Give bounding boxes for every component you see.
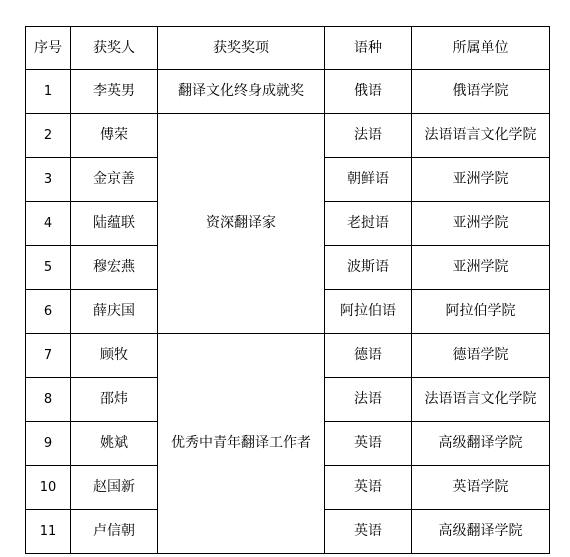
row-no: 2	[26, 114, 71, 158]
row-name: 金京善	[71, 158, 158, 202]
row-no: 1	[26, 70, 71, 114]
row-unit: 高级翻译学院	[412, 422, 550, 466]
row-unit: 俄语学院	[412, 70, 550, 114]
award-youth: 优秀中青年翻译工作者	[158, 334, 325, 554]
row-unit: 阿拉伯学院	[412, 290, 550, 334]
award-table	[25, 26, 550, 554]
row-unit: 高级翻译学院	[412, 510, 550, 554]
row-name: 李英男	[71, 70, 158, 114]
row-unit: 法语语言文化学院	[412, 114, 550, 158]
row-no: 8	[26, 378, 71, 422]
row-unit: 亚洲学院	[412, 158, 550, 202]
row-no: 5	[26, 246, 71, 290]
row-unit: 法语语言文化学院	[412, 378, 550, 422]
row-name: 穆宏燕	[71, 246, 158, 290]
row-language: 法语	[325, 378, 412, 422]
row-language: 法语	[325, 114, 412, 158]
row-language: 英语	[325, 466, 412, 510]
row-name: 傅荣	[71, 114, 158, 158]
row-language: 英语	[325, 422, 412, 466]
row-name: 薛庆国	[71, 290, 158, 334]
row-name: 卢信朝	[71, 510, 158, 554]
table-row	[26, 334, 550, 378]
table-row	[26, 70, 550, 114]
header-unit: 所属单位	[412, 27, 550, 70]
row-unit: 亚洲学院	[412, 246, 550, 290]
row-name: 陆蕴联	[71, 202, 158, 246]
header-language: 语种	[325, 27, 412, 70]
row-name: 姚斌	[71, 422, 158, 466]
row-name: 顾牧	[71, 334, 158, 378]
row-no: 11	[26, 510, 71, 554]
header-name: 获奖人	[71, 27, 158, 70]
row-unit: 德语学院	[412, 334, 550, 378]
row-no: 7	[26, 334, 71, 378]
row-language: 德语	[325, 334, 412, 378]
row-name: 赵国新	[71, 466, 158, 510]
award-lifetime: 翻译文化终身成就奖	[158, 70, 325, 114]
row-name: 邵炜	[71, 378, 158, 422]
row-language: 英语	[325, 510, 412, 554]
row-language: 波斯语	[325, 246, 412, 290]
row-no: 9	[26, 422, 71, 466]
row-language: 朝鲜语	[325, 158, 412, 202]
row-no: 10	[26, 466, 71, 510]
header-no: 序号	[26, 27, 71, 70]
table-row	[26, 114, 550, 158]
row-language: 俄语	[325, 70, 412, 114]
row-no: 4	[26, 202, 71, 246]
row-no: 3	[26, 158, 71, 202]
table-header-row	[26, 27, 550, 70]
row-unit: 亚洲学院	[412, 202, 550, 246]
award-senior: 资深翻译家	[158, 114, 325, 334]
row-unit: 英语学院	[412, 466, 550, 510]
row-language: 老挝语	[325, 202, 412, 246]
row-language: 阿拉伯语	[325, 290, 412, 334]
header-award: 获奖奖项	[158, 27, 325, 70]
row-no: 6	[26, 290, 71, 334]
